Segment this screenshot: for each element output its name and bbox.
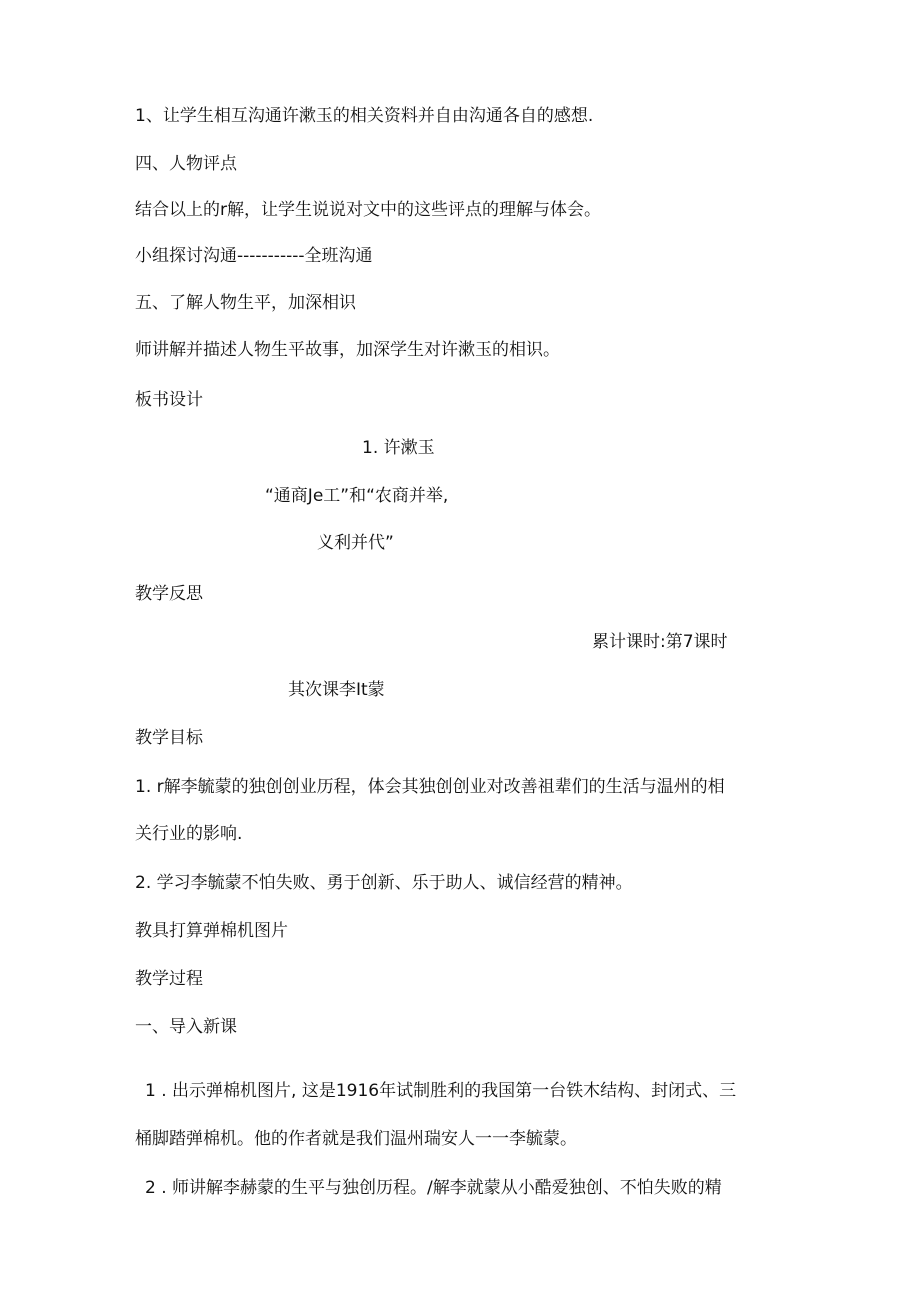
section-heading: 教学目标 xyxy=(135,728,203,748)
section-heading: 四、人物评点 xyxy=(135,154,237,174)
paragraph: 2 . 师讲解李赫蒙的生平与独创历程。/解李就蒙从小酷爱独创、不怕失败的精 xyxy=(145,1178,722,1198)
paragraph: 关行业的影响. xyxy=(135,824,243,844)
section-heading: 一、导入新课 xyxy=(135,1017,237,1037)
paragraph: 桶脚踏弹棉机。他的作者就是我们温州瑞安人一一李毓蒙。 xyxy=(135,1129,577,1149)
board-title: 1. 许漱玉 xyxy=(362,438,435,458)
paragraph: 教具打算弹棉机图片 xyxy=(135,921,288,941)
paragraph: 1、让学生相互沟通许漱玉的相关资料并自由沟通各自的感想. xyxy=(135,106,594,126)
paragraph: 1 . 出示弹棉机图片, 这是1916年试制胜利的我国第一台铁木结构、封闭式、三 xyxy=(145,1081,737,1101)
paragraph: 1. r解李毓蒙的独创创业历程，体会其独创创业对改善祖辈们的生活与温州的相 xyxy=(135,777,725,797)
section-heading: 五、了解人物生平，加深相识 xyxy=(135,293,356,313)
lesson-count: 累计课时:第7课时 xyxy=(592,632,728,652)
board-line: “通商Je工”和“农商并举, xyxy=(265,486,449,506)
paragraph: 2. 学习李毓蒙不怕失败、勇于创新、乐于助人、诚信经营的精神。 xyxy=(135,873,633,893)
paragraph: 师讲解并描述人物生平故事，加深学生对许漱玉的相识。 xyxy=(135,340,560,360)
section-heading: 教学反思 xyxy=(135,584,203,604)
paragraph: 结合以上的r解，让学生说说对文中的这些评点的理解与体会。 xyxy=(135,200,601,220)
paragraph: 小组探讨沟通-----------全班沟通 xyxy=(135,246,373,266)
section-heading: 板书设计 xyxy=(135,390,203,410)
section-heading: 教学过程 xyxy=(135,969,203,989)
board-line: 义利并代” xyxy=(317,533,394,553)
lesson-title: 其次课李It蒙 xyxy=(288,680,385,700)
